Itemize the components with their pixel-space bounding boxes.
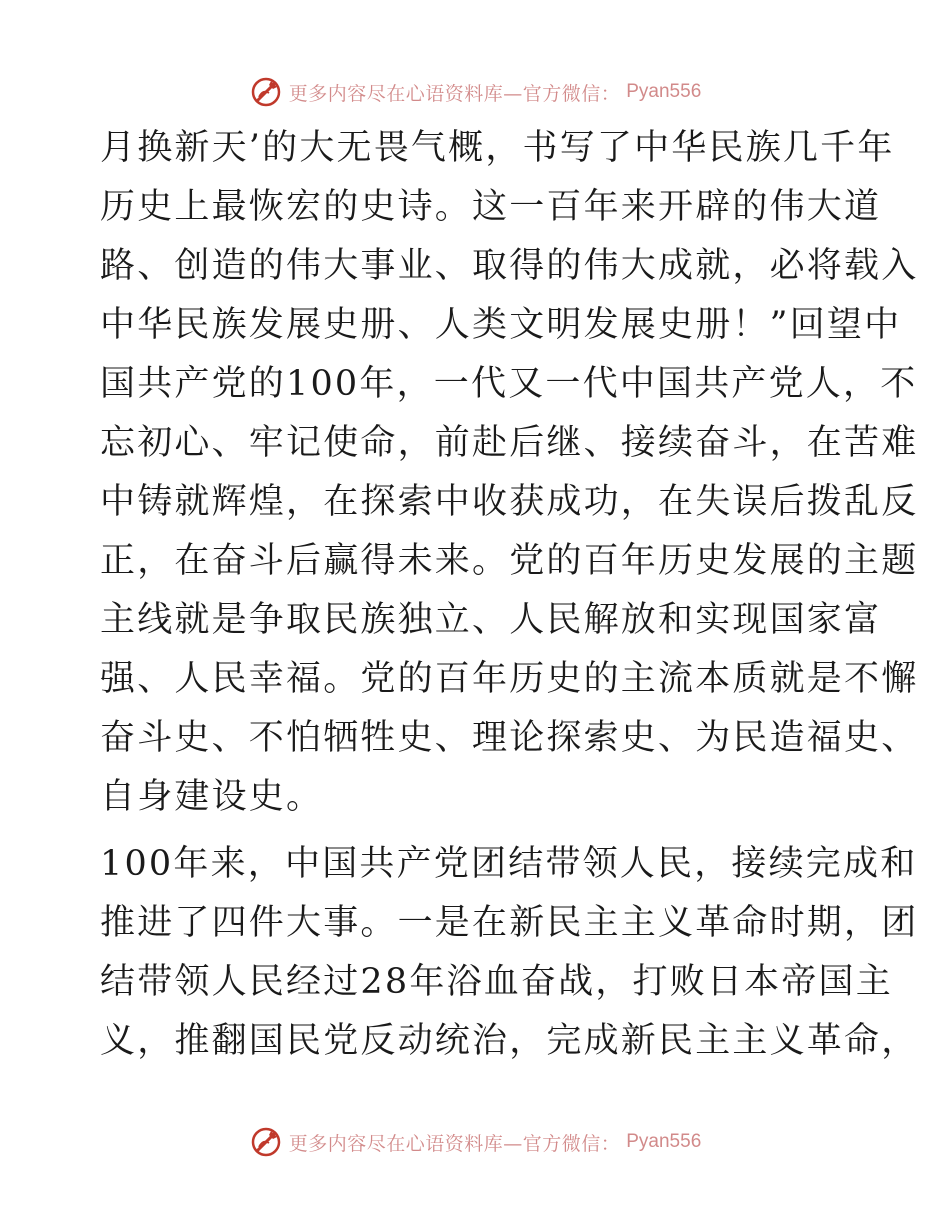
paragraph-1-line: 中华民族发展史册、人类文明发展史册！”回望中 xyxy=(100,305,902,345)
paragraph-2-line: 义，推翻国民党反动统治，完成新民主主义革命， xyxy=(100,1021,919,1061)
paragraph-1-line: 强、人民幸福。党的百年历史的主流本质就是不懈 xyxy=(100,659,919,699)
watermark-text: 更多内容尽在心语资料库—官方微信： xyxy=(288,1132,621,1155)
paragraph-1-line: 国共产党的100年，一代又一代中国共产党人，不 xyxy=(100,364,918,404)
watermark-wechat-id: Pyan556 xyxy=(626,81,702,102)
paragraph-2-line: 推进了四件大事。一是在新民主主义革命时期，团 xyxy=(100,903,919,943)
paragraph-2-line: 100年来，中国共产党团结带领人民，接续完成和 xyxy=(100,844,918,884)
paragraph-1-line: 奋斗史、不怕牺牲史、理论探索史、为民造福史、 xyxy=(100,718,919,758)
logo-icon xyxy=(249,1125,283,1159)
header-watermark xyxy=(0,72,950,112)
paragraph-1-line: 忘初心、牢记使命，前赴后继、接续奋斗，在苦难 xyxy=(100,423,919,463)
watermark-wechat-id: Pyan556 xyxy=(626,1131,702,1152)
paragraph-1-line: 正，在奋斗后赢得未来。党的百年历史发展的主题 xyxy=(100,541,919,581)
logo-icon xyxy=(249,75,283,109)
paragraph-2-line: 结带领人民经过28年浴血奋战，打败日本帝国主 xyxy=(100,962,893,1002)
watermark-text: 更多内容尽在心语资料库—官方微信： xyxy=(288,82,621,105)
paragraph-1-line: 历史上最恢宏的史诗。这一百年来开辟的伟大道 xyxy=(100,187,882,227)
paragraph-1-line: 月换新天’的大无畏气概，书写了中华民族几千年 xyxy=(100,128,895,168)
paragraph-1-line: 主线就是争取民族独立、人民解放和实现国家富 xyxy=(100,600,882,640)
paragraph-1-line: 自身建设史。 xyxy=(100,777,324,817)
paragraph-1-line: 中铸就辉煌，在探索中收获成功，在失误后拨乱反 xyxy=(100,482,919,522)
footer-watermark xyxy=(0,1122,950,1162)
paragraph-1-line: 路、创造的伟大事业、取得的伟大成就，必将载入 xyxy=(100,246,919,286)
